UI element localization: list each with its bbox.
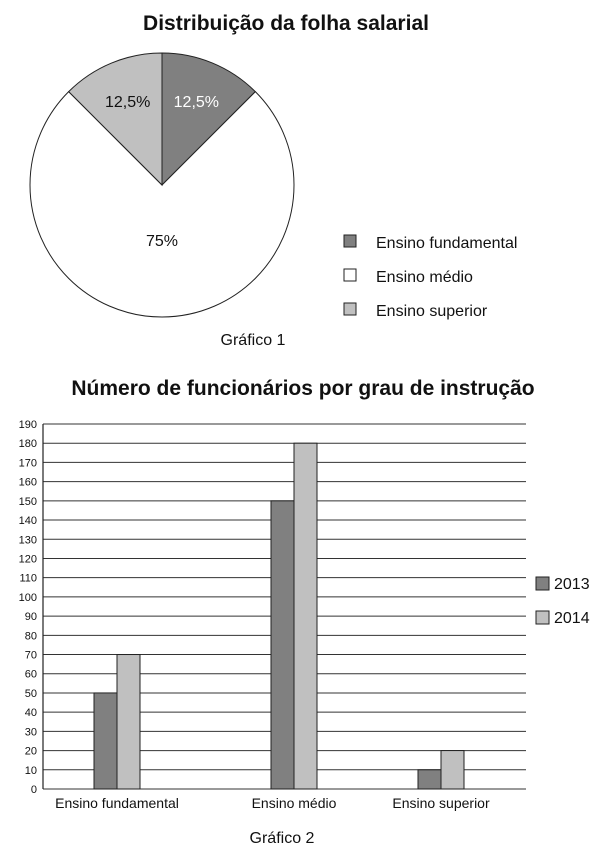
legend-label-2014: 2014	[554, 610, 590, 627]
x-category-fundamental: Ensino fundamental	[55, 795, 179, 811]
y-tick-80: 80	[24, 630, 37, 643]
legend-swatch-superior	[344, 303, 356, 315]
pie-slice-fundamental-label: 12,5%	[173, 94, 220, 112]
legend-label-medio: Ensino médio	[376, 269, 473, 286]
pie-legend	[344, 235, 517, 320]
y-tick-40: 40	[24, 707, 37, 720]
bar-legend	[536, 576, 590, 627]
legend-swatch-2013	[536, 577, 549, 590]
y-tick-0: 0	[30, 784, 37, 796]
bar-fundamental-2013	[94, 693, 117, 789]
y-tick-30: 30	[24, 726, 37, 739]
y-tick-50: 50	[24, 687, 37, 700]
y-tick-170: 170	[18, 457, 37, 470]
y-tick-10: 10	[24, 764, 37, 777]
bar-medio-2014	[294, 443, 317, 789]
y-tick-150: 150	[18, 495, 37, 508]
y-tick-20: 20	[24, 745, 37, 758]
legend-swatch-fundamental	[344, 235, 356, 247]
bar-superior-2013	[418, 770, 441, 789]
legend-label-superior: Ensino superior	[376, 303, 488, 320]
bar-superior-2014	[441, 751, 464, 789]
pie-title: Distribuição da folha salarial	[143, 12, 429, 35]
legend-swatch-2014	[536, 611, 549, 624]
y-tick-180: 180	[18, 438, 37, 451]
y-tick-130: 130	[18, 534, 37, 547]
y-tick-110: 110	[19, 572, 37, 585]
y-tick-120: 120	[18, 553, 37, 566]
y-tick-70: 70	[24, 649, 37, 662]
y-tick-100: 100	[18, 591, 37, 604]
y-tick-60: 60	[24, 668, 37, 681]
x-category-medio: Ensino médio	[251, 795, 337, 811]
pie-slice-medio-label: 75%	[145, 233, 179, 250]
bar-caption: Gráfico 2	[249, 830, 315, 847]
bar-fundamental-2014	[117, 655, 140, 789]
legend-label-fundamental: Ensino fundamental	[376, 235, 518, 252]
pie-chart	[30, 12, 517, 349]
bar-chart	[19, 377, 590, 847]
pie-slice-superior-label: 12,5%	[104, 94, 151, 112]
bar-medio-2013	[271, 501, 294, 789]
y-tick-190: 190	[18, 419, 37, 431]
bar-title: Número de funcionários por grau de instrução	[71, 377, 535, 400]
x-category-superior: Ensino superior	[392, 795, 490, 811]
y-tick-90: 90	[24, 611, 37, 624]
y-tick-160: 160	[18, 476, 37, 489]
pie-caption: Gráfico 1	[220, 332, 286, 349]
y-tick-140: 140	[18, 515, 37, 528]
legend-swatch-medio	[344, 269, 356, 281]
legend-label-2013: 2013	[554, 576, 590, 593]
